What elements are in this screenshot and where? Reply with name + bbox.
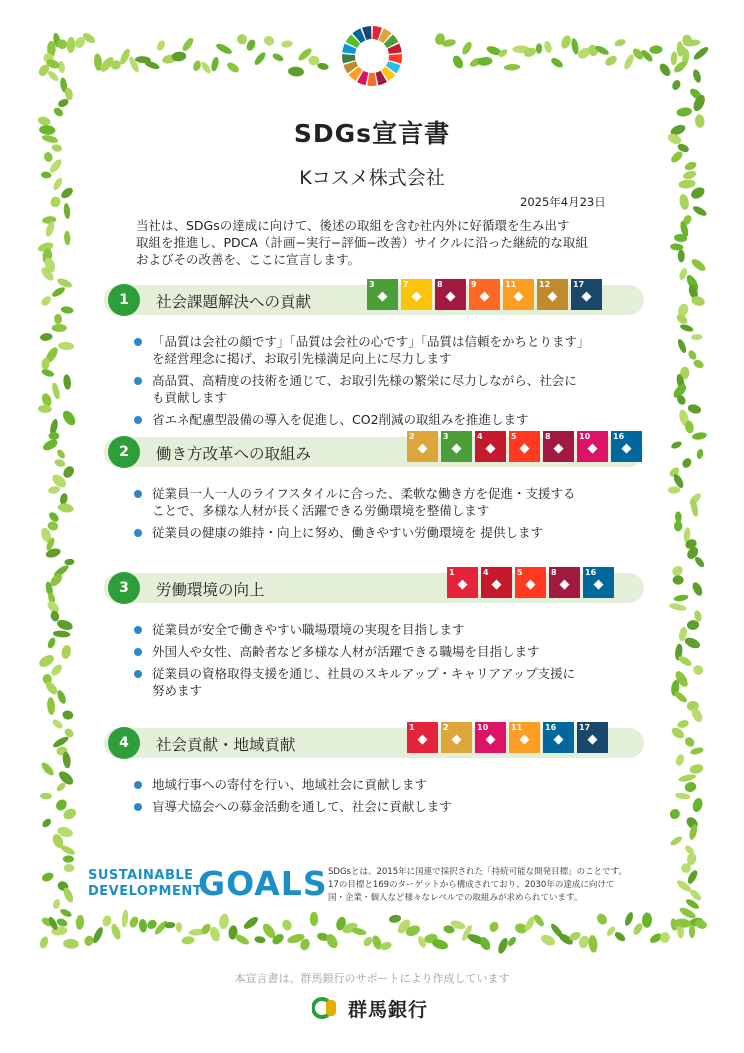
sdg-goal-3-icon: 3 ◆: [441, 431, 472, 462]
sdg-goal-10-icon: 10 ◆: [577, 431, 608, 462]
leaf: [63, 855, 74, 862]
leaf: [543, 40, 553, 54]
sdgs-wheel-icon: [342, 26, 402, 86]
note-line: 国・企業・個人など様々なレベルでの取組みが求められています。: [328, 893, 583, 903]
leaf: [670, 51, 677, 65]
leaf: [51, 382, 61, 400]
leaf: [687, 349, 698, 361]
leaf: [51, 718, 64, 730]
leaf: [693, 555, 706, 568]
bullet-item: 従業員が安全で働きやすい職場環境の実現を目指します: [134, 621, 634, 638]
section-number: 1: [108, 284, 140, 316]
leaf: [674, 520, 683, 531]
section-number: 2: [108, 436, 140, 468]
sdg-icons: [367, 279, 602, 310]
support-note: 本宣言書は、群馬銀行のサポートにより作成しています: [234, 972, 510, 985]
leaf: [225, 60, 240, 74]
bullet-list: [134, 485, 634, 546]
leaf: [181, 935, 195, 945]
leaf: [40, 332, 53, 341]
bank-logo-icon: [312, 994, 340, 1022]
leaf: [39, 935, 50, 949]
leaf: [504, 64, 521, 71]
leaf: [605, 925, 617, 937]
leaf: [63, 374, 72, 390]
company-name: Kコスメ株式会社: [299, 167, 445, 189]
sdg-goal-17-icon: 17 ◆: [571, 279, 602, 310]
leaf: [61, 464, 76, 480]
leaf: [235, 33, 248, 46]
leaf: [60, 306, 74, 315]
bullet-item: 「品質は会社の顔です」「品質は会社の心です」「品質は信頼をかちとります」 を経営理念に掲げ、お取引先様満足向上に尽力します: [134, 333, 634, 367]
sdg-goal-12-icon: 12 ◆: [537, 279, 568, 310]
leaf: [75, 915, 85, 930]
bullet-item: 高品質、高精度の技術を通じて、お取引先様の繁栄に尽力しながら、社会に も貢献します: [134, 372, 634, 406]
leaf: [59, 493, 68, 506]
leaf: [362, 935, 374, 948]
bullet-list: [134, 776, 634, 820]
leaf: [271, 52, 284, 63]
leaf: [262, 34, 276, 47]
leaf: [689, 924, 695, 938]
leaf: [309, 56, 320, 66]
page-title: SDGs宣言書: [293, 119, 451, 148]
leaf: [687, 403, 702, 415]
bullet-item: 従業員の健康の維持・向上に努め、働きやすい労働環境を 提供します: [134, 524, 634, 541]
leaf: [506, 935, 517, 947]
sdg-goal-7-icon: 7 ◆: [401, 279, 432, 310]
leaf: [676, 719, 689, 729]
leaf: [66, 37, 75, 54]
leaf: [683, 735, 696, 748]
section-number: 3: [108, 572, 140, 604]
sdg-goal-8-icon: 8 ◆: [549, 567, 580, 598]
leaf: [603, 54, 618, 68]
leaf: [388, 914, 401, 924]
sdg-goal-16-icon: 16 ◆: [583, 567, 614, 598]
leaf: [622, 53, 635, 71]
sdg-goal-16-icon: 16 ◆: [543, 722, 574, 753]
leaf: [536, 43, 543, 54]
leaf: [689, 763, 704, 775]
leaf: [46, 637, 57, 650]
sdg-goal-1-icon: 1 ◆: [407, 722, 438, 753]
bullet-item: 外国人や女性、高齢者など多様な人材が活躍できる職場を目指します: [134, 643, 634, 660]
logo-line-1: SUSTAINABLE: [88, 868, 194, 883]
leaf: [670, 726, 686, 741]
leaf: [57, 503, 74, 514]
leaf: [53, 630, 71, 638]
leaf: [692, 68, 703, 83]
logo-line-2: DEVELOPMENT: [88, 884, 203, 899]
sdg-goal-16-icon: 16 ◆: [611, 431, 642, 462]
leaf: [690, 746, 705, 755]
sdg-goal-8-icon: 8 ◆: [435, 279, 466, 310]
sdg-goal-4-icon: 4 ◆: [481, 567, 512, 598]
leaf: [48, 485, 61, 494]
leaf: [657, 62, 672, 78]
leaf: [38, 405, 52, 413]
leaf: [63, 864, 74, 873]
leaf: [691, 334, 702, 340]
leaf: [678, 250, 685, 263]
leaf: [692, 45, 710, 61]
leaf: [64, 231, 71, 246]
sdg-goal-8-icon: 8 ◆: [543, 431, 574, 462]
leaf: [64, 558, 74, 565]
leaf: [671, 79, 682, 92]
leaf: [460, 40, 473, 56]
sdg-goal-5-icon: 5 ◆: [515, 567, 546, 598]
intro-paragraph: [136, 217, 626, 268]
leaf: [56, 277, 73, 290]
leaf: [138, 919, 147, 933]
leaf: [668, 486, 681, 494]
leaf: [40, 792, 52, 799]
leaf: [310, 912, 319, 926]
section-title: 働き方改革への取組み: [156, 445, 312, 463]
leaf: [54, 458, 67, 468]
leaf: [674, 753, 685, 767]
leaf: [691, 204, 708, 217]
leaf: [215, 42, 233, 56]
leaf: [681, 456, 694, 469]
sdg-goal-9-icon: 9 ◆: [469, 279, 500, 310]
leaf: [668, 807, 682, 821]
leaf: [56, 618, 74, 632]
leaf: [39, 761, 55, 778]
sdg-goal-17-icon: 17 ◆: [577, 722, 608, 753]
leaf: [50, 610, 61, 622]
leaf: [49, 195, 63, 209]
leaf: [477, 56, 493, 67]
note-line: SDGsとは、2015年に国連で採択された「持続可能な開発目標」のことです。: [328, 867, 627, 877]
bullet-item: 従業員一人一人のライフスタイルに合った、柔軟な働き方を促進・支援する ことで、多様な人材が長く活躍できる労働環境を整備します: [134, 485, 634, 519]
leaf: [41, 817, 53, 829]
leaf: [678, 193, 690, 210]
leaf: [47, 510, 60, 523]
leaf: [691, 663, 705, 676]
leaf: [41, 437, 59, 452]
leaf: [63, 203, 71, 219]
sdg-goal-2-icon: 2 ◆: [407, 431, 438, 462]
leaf: [58, 341, 74, 350]
leaf: [55, 917, 68, 928]
leaf: [570, 38, 580, 55]
leaf: [690, 257, 708, 273]
leaf: [110, 923, 123, 941]
leaf: [692, 358, 705, 369]
leaf: [51, 285, 67, 298]
leaf: [632, 922, 645, 937]
leaf: [48, 432, 59, 440]
leaf: [40, 294, 53, 307]
leaf: [242, 915, 260, 931]
leaf: [559, 34, 572, 50]
leaf: [623, 911, 634, 927]
leaf: [588, 935, 599, 954]
leaf: [47, 521, 59, 532]
leaf: [679, 323, 694, 333]
leaf: [181, 36, 196, 52]
leaf: [691, 797, 704, 813]
leaf: [52, 324, 67, 332]
sdg-goal-5-icon: 5 ◆: [509, 431, 540, 462]
leaf: [451, 54, 465, 70]
leaf: [49, 662, 64, 677]
leaf: [696, 448, 704, 459]
leaf: [613, 930, 627, 943]
leaf: [281, 40, 293, 49]
leaf: [683, 636, 701, 651]
sdg-goal-10-icon: 10 ◆: [475, 722, 506, 753]
leaf: [670, 440, 683, 450]
leaf: [280, 918, 293, 932]
sdg-icons: [407, 431, 642, 462]
leaf: [678, 773, 697, 783]
leaf: [539, 933, 557, 948]
leaf: [54, 314, 62, 325]
section-title: 社会貢献・地域貢献: [156, 736, 296, 754]
leaf: [253, 51, 268, 67]
wheel-segment: [367, 73, 376, 86]
leaf: [176, 922, 183, 933]
leaf: [642, 912, 653, 928]
leaf: [41, 368, 55, 378]
leaf: [254, 936, 266, 944]
leaf: [192, 59, 202, 72]
intro-line: 当社は、SDGsの達成に向けて、後述の取組を含む社内外に好循環を生み出す: [136, 218, 570, 233]
leaf: [210, 56, 220, 72]
leaf: [59, 908, 73, 919]
leaf: [675, 792, 691, 800]
leaf: [317, 62, 330, 71]
leaf: [673, 594, 689, 602]
leaf: [676, 338, 688, 354]
leaf: [57, 769, 76, 787]
leaf: [691, 581, 705, 598]
bullet-list: [134, 333, 634, 433]
sdg-goal-1-icon: 1 ◆: [447, 567, 478, 598]
leaf: [614, 38, 627, 47]
leaf: [60, 644, 72, 660]
leaf: [56, 689, 68, 705]
leaf: [550, 56, 565, 69]
leaf: [673, 575, 684, 584]
bullet-item: 盲導犬協会への募金活動を通して、社会に貢献します: [134, 798, 634, 815]
sdg-icons: [407, 722, 608, 753]
leaf: [155, 39, 166, 52]
leaf: [649, 45, 662, 54]
bank-logo-block: [312, 994, 428, 1022]
note-line: 17の目標と169のターゲットから構成されており、2030年の達成に向けて: [328, 880, 615, 890]
leaf: [659, 931, 671, 944]
leaf: [668, 602, 687, 612]
leaf: [684, 781, 698, 794]
declaration-date: 2025年4月23日: [520, 195, 606, 209]
bullet-list: [134, 621, 634, 704]
sustainable-development-goals-logo: [88, 864, 328, 903]
leaf: [41, 871, 55, 883]
sdg-goal-11-icon: 11 ◆: [503, 279, 534, 310]
leaf: [63, 938, 79, 949]
leaf: [218, 913, 230, 930]
leaf: [595, 912, 609, 927]
bullet-item: 省エネ配慮型設備の導入を促進し、CO2削減の取組みを推進します: [134, 411, 634, 428]
sdg-goal-2-icon: 2 ◆: [441, 722, 472, 753]
sdg-goal-11-icon: 11 ◆: [509, 722, 540, 753]
leaf: [37, 653, 56, 670]
intro-line: 取組を推進し、PDCA（計画−実行−評価−改善）サイクルに沿った継続的な取組: [136, 235, 588, 250]
leaf: [200, 60, 213, 74]
sdg-goal-3-icon: 3 ◆: [367, 279, 398, 310]
leaf: [691, 431, 707, 440]
leaf: [47, 697, 56, 715]
sdg-goal-4-icon: 4 ◆: [475, 431, 506, 462]
leaf: [686, 620, 699, 631]
sdgs-explanation: [328, 866, 658, 905]
leaf: [496, 937, 509, 955]
bank-name: 群馬銀行: [348, 998, 429, 1021]
leaf: [669, 835, 683, 847]
sdg-icons: [447, 567, 614, 598]
leaf: [288, 66, 305, 77]
bullet-item: 地域行事への寄付を行い、地域社会に貢献します: [134, 776, 634, 793]
leaf: [52, 898, 61, 910]
section-title: 社会課題解決への貢献: [156, 293, 312, 311]
leaf: [60, 409, 77, 428]
bullet-item: 従業員の資格取得支援を通じ、社員のスキルアップ・キャリアアップ支援に 努めます: [134, 665, 634, 699]
leaf: [121, 909, 129, 928]
intro-line: およびその改善を、ここに宣言します。: [136, 252, 361, 267]
leaf: [43, 151, 54, 163]
leaf: [62, 710, 74, 721]
leaf: [488, 920, 500, 933]
section-number: 4: [108, 727, 140, 759]
leaf: [128, 915, 140, 929]
section-title: 労働環境の向上: [156, 581, 265, 599]
leaf: [379, 940, 393, 951]
leaf: [56, 448, 67, 460]
leaf: [101, 914, 113, 927]
logo-goals: GOALS: [198, 864, 328, 903]
